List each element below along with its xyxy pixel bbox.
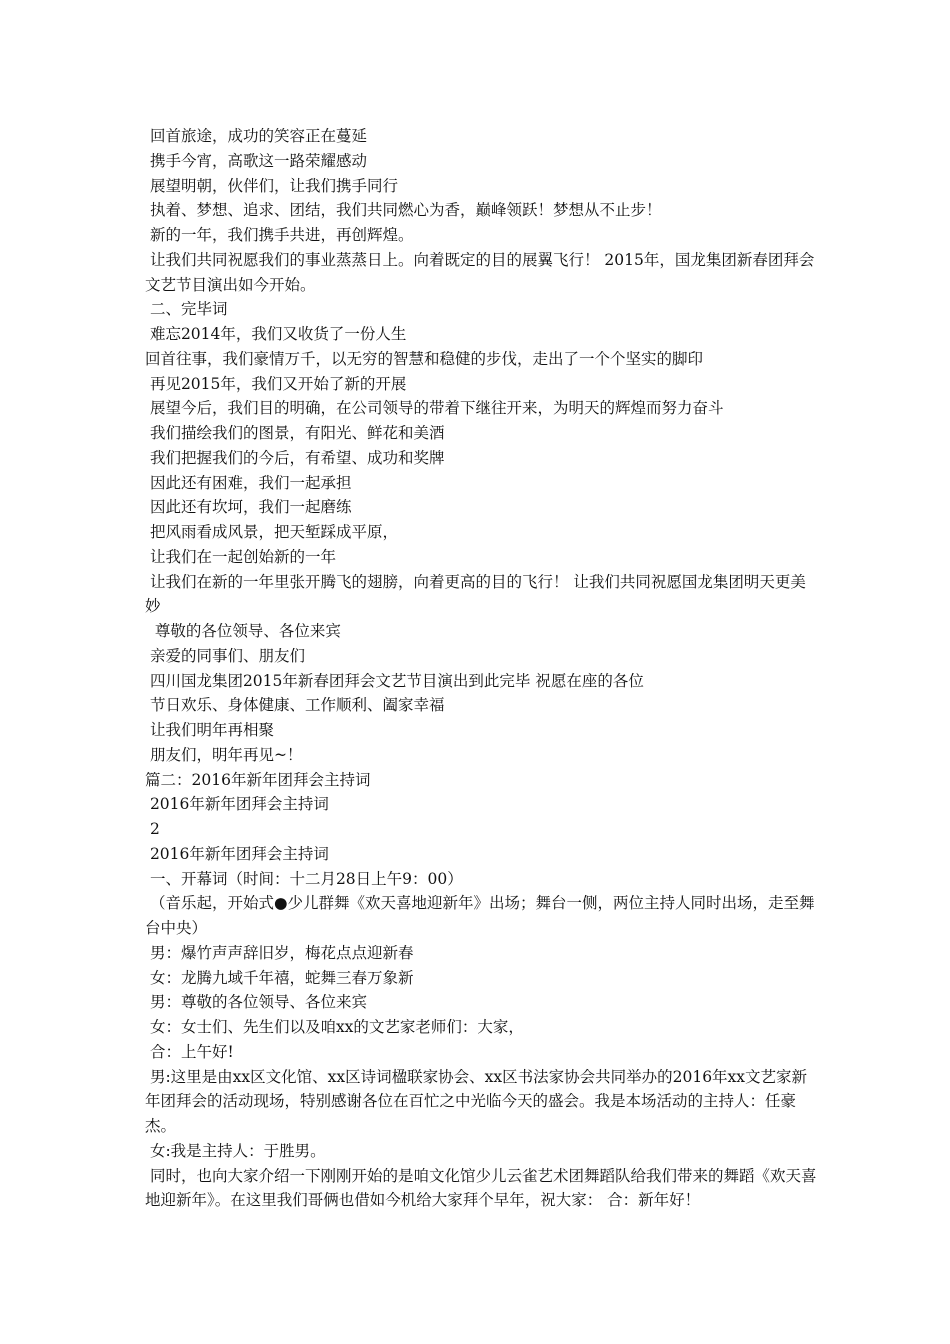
text-line: 把风雨看成风景，把天堑踩成平原， xyxy=(145,523,398,541)
text-line: 我们把握我们的今后，有希望、成功和奖牌 xyxy=(145,448,445,467)
section-heading: 一、开幕词（时间：十二月28日上午9：00） xyxy=(145,869,463,888)
document-body xyxy=(145,124,817,1213)
text-line: 尊敬的各位领导、各位来宾 xyxy=(145,622,341,640)
stage-direction: （音乐起，开始式●少儿群舞《欢天喜地迎新年》出场；舞台一侧，两位主持人同时出场，走至舞台中央） xyxy=(145,894,815,937)
dialogue-line: 女：女士们、先生们以及咱xx的文艺家老师们：大家， xyxy=(145,1018,524,1036)
document-title: 2016年新年团拜会主持词 xyxy=(145,795,329,814)
dialogue-line: 女:我是主持人：于胜男。 xyxy=(145,1141,326,1160)
page-number: 2 xyxy=(145,820,160,838)
dialogue-line: 女：龙腾九域千年禧，蛇舞三春万象新 xyxy=(145,968,414,987)
text-line: 回首旅途，成功的笑容正在蔓延 xyxy=(145,127,367,145)
text-line: 展望今后，我们目的明确，在公司领导的带着下继往开来，为明天的辉煌而努力奋斗 xyxy=(145,399,724,418)
text-line: 节日欢乐、身体健康、工作顺利、阖家幸福 xyxy=(145,696,445,715)
section-heading: 二、完毕词 xyxy=(145,300,228,319)
dialogue-line: 同时，也向大家介绍一下刚刚开始的是咱文化馆少儿云雀艺术团舞蹈队给我们带来的舞蹈《欢天喜地迎新年》。在这里我们哥俩也借如今机给大家拜个早年，祝大家： 合：新年好！ xyxy=(145,1166,817,1210)
dialogue-line: 男:这里是由xx区文化馆、xx区诗词楹联家协会、xx区书法家协会共同举办的2016年xx文艺家新年团拜会的活动现场，特别感谢各位在百忙之中光临今天的盛会。我是本场活动的主持人：任豪杰。 xyxy=(145,1067,808,1135)
text-line: 执着、梦想、追求、团结，我们共同燃心为香，巅峰领跃！梦想从不止步！ xyxy=(145,201,662,220)
text-line: 让我们在新的一年里张开腾飞的翅膀，向着更高的目的飞行！ 让我们共同祝愿国龙集团明天更美妙 xyxy=(145,572,806,616)
text-line: 新的一年，我们携手共进，再创辉煌。 xyxy=(145,226,414,244)
dialogue-line: 男：爆竹声声辞旧岁，梅花点点迎新春 xyxy=(145,943,414,962)
text-line: 亲爱的同事们、朋友们 xyxy=(145,646,305,665)
document-title: 2016年新年团拜会主持词 xyxy=(145,844,329,863)
text-line: 我们描绘我们的图景，有阳光、鲜花和美酒 xyxy=(145,424,445,442)
chapter-heading: 篇二：2016年新年团拜会主持词 xyxy=(145,770,371,789)
text-line: 携手今宵，高歌这一路荣耀感动 xyxy=(145,151,367,170)
text-line: 让我们共同祝愿我们的事业蒸蒸日上。向着既定的目的展翼飞行！ 2015年，国龙集团新春团拜会文艺节目演出如今开始。 xyxy=(145,250,815,294)
dialogue-line: 合：上午好! xyxy=(145,1042,234,1061)
text-line: 展望明朝，伙伴们，让我们携手同行 xyxy=(145,176,398,195)
text-line: 回首往事，我们豪情万千，以无穷的智慧和稳健的步伐，走出了一个个坚实的脚印 xyxy=(145,349,704,368)
text-line: 再见2015年，我们又开始了新的开展 xyxy=(145,374,407,393)
text-line: 难忘2014年，我们又收货了一份人生 xyxy=(145,325,407,343)
text-line: 让我们在一起创始新的一年 xyxy=(145,547,336,566)
text-line: 四川国龙集团2015年新春团拜会文艺节目演出到此完毕 祝愿在座的各位 xyxy=(145,671,644,690)
text-line: 因此还有坎坷，我们一起磨练 xyxy=(145,498,352,517)
text-line: 朋友们，明年再见~！ xyxy=(145,745,303,764)
text-line: 让我们明年再相聚 xyxy=(145,721,274,739)
text-line: 因此还有困难，我们一起承担 xyxy=(145,473,352,492)
dialogue-line: 男：尊敬的各位领导、各位来宾 xyxy=(145,993,367,1012)
